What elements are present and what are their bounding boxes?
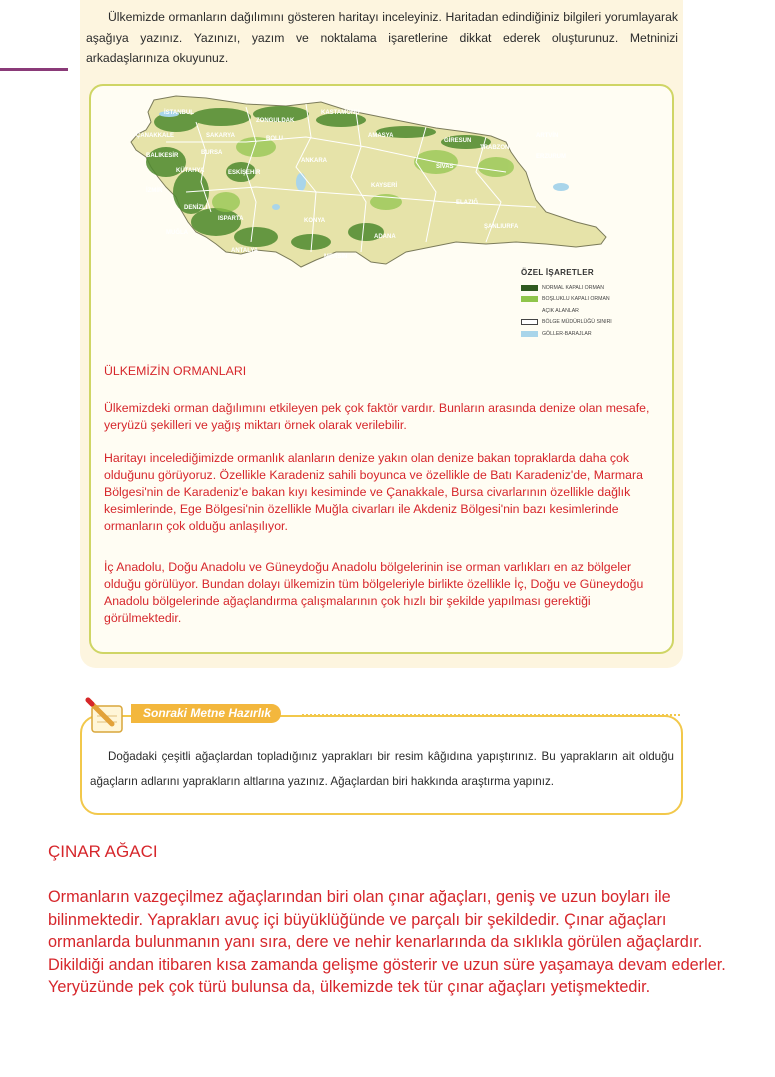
city-label: SAKARYA xyxy=(206,133,235,139)
legend-swatch xyxy=(521,319,538,325)
legend-swatch xyxy=(521,331,538,337)
prep-section-badge: Sonraki Metne Hazırlık xyxy=(131,704,281,723)
legend-item xyxy=(521,305,661,317)
legend-label: BOŞLUKLU KAPALI ORMAN xyxy=(542,296,610,303)
city-label: ARTVİN xyxy=(536,133,559,139)
answer-paragraph-1: Ülkemizdeki orman dağılımını etkileyen pek çok faktör vardır. Bunların arasında denize olan mesafe, yeryüzü şekilleri ve yağış miktarı örnek olarak verilebilir. xyxy=(104,401,650,432)
answer-paragraph-2: Haritayı incelediğimizde ormanlık alanların denize yakın olan denize bakan topraklarda daha çok olduğunu görüyoruz. Özellikle Karadeniz sahili boyunca ve özellikle de Batı Karadeniz'de, Marmara Bölgesi'nin de Karadeniz'e bakan kıyı kesiminde ve Çanakkale, Bursa civarlarının özellikle dağlık kesimlerinde, Ege Bölgesi'nin özellikle Muğla civarları ile Akdeniz Bölgesi'nin bazı kesimlerinde ormanların çok olduğu anlaşılıyor. xyxy=(104,451,643,533)
legend-item xyxy=(521,328,661,340)
city-label: ESKİŞEHİR xyxy=(228,170,261,176)
answer-paragraph-3: İç Anadolu, Doğu Anadolu ve Güneydoğu Anadolu bölgelerinin ise orman varlıkları en az bölgeler olduğu görülüyor. Bundan dolayı ülkemizin tüm bölgeleriyle birlikte özellikle İç, Doğu ve Güneydoğu Anadolu bölgelerinde ağaçlandırma çalışmalarının çok hızlı bir şekilde yapılması gerektiği görülmektedir. xyxy=(104,560,644,625)
city-label: BOLU xyxy=(266,136,283,142)
city-label: TRABZON xyxy=(480,145,510,151)
legend-label: BÖLGE MÜDÜRLÜĞÜ SINIRI xyxy=(542,319,612,326)
prep-instructions: Doğadaki çeşitli ağaçlardan topladığınız yaprakları bir resim kâğıdına yapıştırınız. Bu yaprakların ait olduğu ağaçların adlarını yaprakların altlarına yazınız. Ağaçlardan biri hakkında araştırma yapınız. xyxy=(90,750,674,788)
legend-item xyxy=(521,317,661,329)
legend-label: NORMAL KAPALI ORMAN xyxy=(542,284,604,291)
city-label: BALIKESİR xyxy=(146,153,179,159)
pencil-notepad-icon xyxy=(82,694,128,734)
legend-swatch xyxy=(521,285,538,291)
city-label: ELAZIĞ xyxy=(456,200,478,206)
legend-label: GÖLLER-BARAJLAR xyxy=(542,330,592,337)
city-label: İSTANBUL xyxy=(164,110,194,116)
legend-swatch xyxy=(521,308,538,314)
city-label: MUĞLA xyxy=(166,230,188,236)
margin-accent-line xyxy=(0,68,68,71)
city-label: ERZURUM xyxy=(536,154,566,160)
city-label: KÜTAHYA xyxy=(176,168,205,174)
city-label: KAYSERİ xyxy=(371,183,398,189)
legend-swatch xyxy=(521,296,538,302)
city-label: ANTALYA xyxy=(231,248,259,254)
city-label: DENİZLİ xyxy=(184,205,208,211)
city-label: MERSİN xyxy=(324,254,348,260)
city-label: ZONGULDAK xyxy=(256,118,295,124)
city-label: BURSA xyxy=(201,150,223,156)
city-label: GİRESUN xyxy=(444,138,472,144)
city-label: KONYA xyxy=(304,218,326,224)
legend-label: AÇIK ALANLAR xyxy=(542,307,579,314)
legend-item xyxy=(521,294,661,306)
city-label: AMASYA xyxy=(368,133,394,139)
city-label: ANKARA xyxy=(301,158,327,164)
cinar-heading: ÇINAR AĞACI xyxy=(48,842,158,861)
city-label: ÇANAKKALE xyxy=(136,133,174,139)
map-legend xyxy=(521,268,661,340)
legend-item xyxy=(521,282,661,294)
cinar-paragraph: Ormanların vazgeçilmez ağaçlarından biri olan çınar ağaçları, geniş ve uzun boyları ile bilinmektedir. Yaprakları avuç içi büyüklüğünde ve parçalı bir şekildedir. Çınar ağaçları ormanlarda bulunmanın yanı sıra, dere ve nehir kenarlarında da sıklıkla görülen ağaçlardır. Dikildiği andan itibaren kısa zamanda gelişme gösterir ve uzun süre yaşamaya devam ederler. Yeryüzünde pek çok türü bulunsa da, ülkemizde tek tür çınar ağaçları yetişmektedir. xyxy=(48,888,726,997)
city-label: İZMİR xyxy=(146,188,163,194)
activity-instructions: Ülkemizde ormanların dağılımını gösteren haritayı inceleyiniz. Haritadan edindiğiniz bilgileri yorumlayarak aşağıya yazınız. Yazınızı, yazım ve noktalama işaretlerine dikkat ederek oluşturunuz. Metninizi arkadaşlarınıza okuyunuz. xyxy=(86,10,678,65)
city-label: KASTAMONU xyxy=(321,110,360,116)
city-label: ŞANLIURFA xyxy=(484,224,519,230)
city-label: SİVAS xyxy=(436,164,454,170)
answer-title: ÜLKEMİZİN ORMANLARI xyxy=(104,364,247,378)
legend-title: ÖZEL İŞARETLER xyxy=(521,268,594,277)
dotted-divider xyxy=(302,714,680,716)
city-label: ADANA xyxy=(374,234,396,240)
city-label: ISPARTA xyxy=(218,216,244,222)
